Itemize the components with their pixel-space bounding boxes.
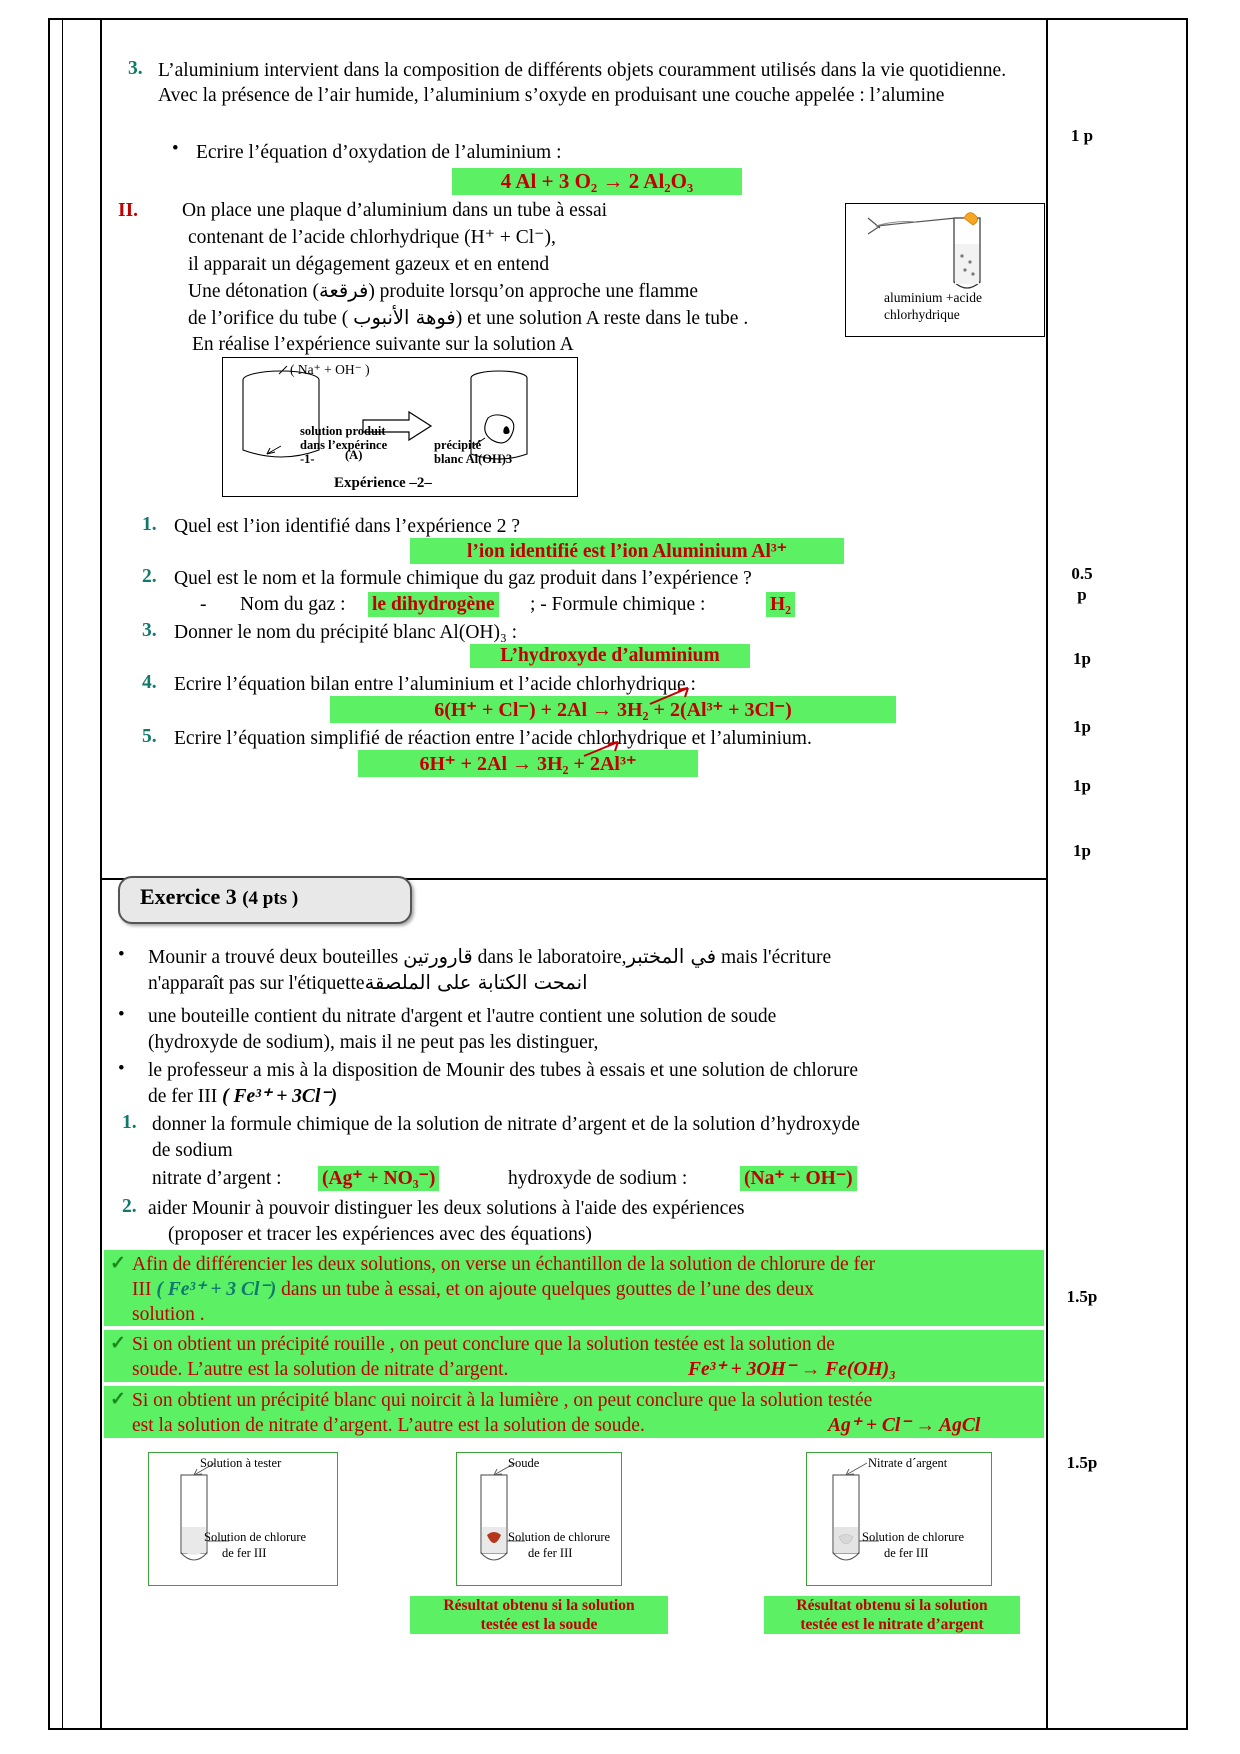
part-2-line-4-a: Une détonation ( xyxy=(188,281,320,302)
figure-label-solution-2: dans l’expérince xyxy=(300,438,388,452)
figure-label-precipite-1: précipité xyxy=(434,438,482,452)
exercise3-bullet-3-line-1: le professeur a mis à la disposition de Mounir des tubes à essais et une solution de chlorure xyxy=(148,1060,858,1081)
question-2-dash: - xyxy=(200,594,207,615)
label-silver-nitrate: nitrate d’argent : xyxy=(152,1168,282,1189)
part-2-line-6: En réalise l’expérience suivante sur la solution A xyxy=(192,334,574,355)
question-2-label-formula: ; - Formule chimique : xyxy=(530,594,706,615)
b1-b: dans le laboratoire, xyxy=(472,947,627,968)
question-2-number: 2. xyxy=(142,566,157,587)
answer-gas-formula: H₂ xyxy=(766,592,795,617)
ex3-question-1-line-2: de sodium xyxy=(152,1140,233,1161)
answer-1-formula: ( Fe³⁺ + 3 Cl⁻) xyxy=(156,1279,277,1300)
answer-equation-simplified: 6H⁺ + 2Al → 3H₂ + 2Al³⁺ xyxy=(358,750,698,777)
ex3-question-2-number: 2. xyxy=(122,1196,137,1217)
answer-ion-identified: l’ion identifié est l’ion Aluminium Al³⁺ xyxy=(410,538,844,564)
arrow-annotation-1 xyxy=(648,686,692,706)
b3-formula-fecl3: ( Fe³⁺ + 3Cl⁻) xyxy=(222,1086,338,1107)
exercise-3-title xyxy=(140,884,298,910)
part-2-line-5-a: de l’orifice du tube ( xyxy=(188,308,354,329)
tube3-label-bottom-2: de fer III xyxy=(884,1546,929,1560)
figure-tube-nitrate xyxy=(806,1452,992,1586)
question-5-text: Ecrire l’équation simplifié de réaction entre l’acide chlorhydrique et l’aluminium. xyxy=(174,728,812,749)
caption-nitrate-result-line-1: Résultat obtenu si la solution xyxy=(764,1596,1020,1615)
points-1: 1 p xyxy=(1070,126,1094,145)
tube3-label-bottom-1: Solution de chlorure xyxy=(862,1530,965,1544)
question-2-label-name: Nom du gaz : xyxy=(240,594,346,615)
answer-2-line-2: soude. L’autre est la solution de nitrate d’argent. xyxy=(132,1359,509,1380)
answer-3-equation: Ag⁺ + Cl⁻ → AgCl xyxy=(828,1415,981,1436)
part-2-line-5-b: ) et une solution A reste dans le tube . xyxy=(455,308,749,329)
question-3-text: L’aluminium intervient dans la composition de différents objets couramment utilisés dans la vie quotidienne. Avec la présence de l’air humide, l’aluminium s’oxyde en produisant une couche appelée : l’alumine xyxy=(158,60,1007,106)
figure-tube-soude xyxy=(456,1452,622,1586)
answer-1-iii: III xyxy=(132,1279,152,1300)
tube2-label-bottom-2: de fer III xyxy=(528,1546,573,1560)
tube1-label-top: Solution à tester xyxy=(200,1456,282,1470)
figure-caption-line-2: chlorhydrique xyxy=(884,307,960,322)
points-4: 1p xyxy=(1073,717,1091,736)
question-3-bullet: Ecrire l’équation d’oxydation de l’aluminium : xyxy=(196,142,562,163)
figure-label-solution-1: solution produit xyxy=(300,424,386,438)
ex3-question-2-line-1: aider Mounir à pouvoir distinguer les deux solutions à l'aide des expériences xyxy=(148,1198,745,1219)
figure-label-precipite-2: blanc Al(OH)3 xyxy=(434,452,513,466)
question-1-number: 1. xyxy=(142,514,157,535)
caption-soude-result-line-1: Résultat obtenu si la solution xyxy=(410,1596,668,1615)
answer-equation-balance: 6(H⁺ + Cl⁻) + 2Al → 3H₂ + 2(Al³⁺ + 3Cl⁻) xyxy=(330,696,896,723)
question-3-number: 3. xyxy=(128,58,143,79)
answer-gas-name: le dihydrogène xyxy=(368,592,499,617)
part-2-line-4 xyxy=(188,278,888,304)
ex3-question-1-line-1: donner la formule chimique de la solution de nitrate d’argent et de la solution d’hydroxyde xyxy=(152,1114,860,1135)
question-4-text: Ecrire l’équation bilan entre l’aluminium et l’acide chlorhydrique : xyxy=(174,674,696,695)
answer-1-line-2 xyxy=(132,1277,1040,1302)
bullet-icon: • xyxy=(118,1004,125,1025)
tube1-label-bottom-1: Solution de chlorure xyxy=(204,1530,307,1544)
answer-1-rest: dans un tube à essai, et on ajoute quelques gouttes de l’une des deux xyxy=(281,1279,814,1300)
tube3-label-top: Nitrate d´argent xyxy=(868,1456,948,1470)
check-icon: ✓ xyxy=(110,1333,126,1354)
page-left-rule xyxy=(62,18,63,1730)
question-4-number: 4. xyxy=(142,672,157,693)
question-2-text: Quel est le nom et la formule chimique du gaz produit dans l’expérience ? xyxy=(174,568,752,589)
part-2-number: II. xyxy=(118,200,139,221)
part-2-line-3: il apparait un dégagement gazeux et en entend xyxy=(188,254,550,275)
answer-2-line-1: Si on obtient un précipité rouille , on peut conclure que la solution testée est la solution de xyxy=(132,1334,835,1355)
answer-2-equation: Fe³⁺ + 3OH⁻ → Fe(OH)₃ xyxy=(688,1359,896,1380)
part-2-line-2: contenant de l’acide chlorhydrique (H⁺ + Cl⁻), xyxy=(188,227,556,248)
points-3: 1p xyxy=(1073,649,1091,668)
answer-precipitate-name: L’hydroxyde d’aluminium xyxy=(470,644,750,668)
figure-label-a: (A) xyxy=(345,448,363,462)
exercise-3-points: (4 pts ) xyxy=(242,888,299,909)
part-2-line-4-b: ) produite lorsqu’on approche une flamme xyxy=(368,281,699,302)
label-sodium-hydroxide: hydroxyde de sodium : xyxy=(508,1168,688,1189)
answer-3-line-1: Si on obtient un précipité blanc qui noircit à la lumière , on peut conclure que la solution testée xyxy=(132,1390,873,1411)
figure-label-solution-3: -1- xyxy=(300,452,315,466)
exercise3-bullet-1-line-1 xyxy=(148,944,1028,970)
b3-line2-a: de fer III xyxy=(148,1086,218,1107)
b1-arabic-1: قارورتين xyxy=(403,945,473,968)
exercise3-bullet-2-line-1: une bouteille contient du nitrate d'argent et l'autre contient une solution de soude xyxy=(148,1006,777,1027)
b1-a: Mounir a trouvé deux bouteilles xyxy=(148,947,404,968)
exercise3-bullet-2-line-2: (hydroxyde de sodium), mais il ne peut pas les distinguer, xyxy=(148,1032,599,1053)
figure-tube-test-solution xyxy=(148,1452,338,1586)
ex3-question-1-number: 1. xyxy=(122,1112,137,1133)
b1-arabic-2: في المختبر xyxy=(626,945,717,968)
exercise3-bullet-1-line-2 xyxy=(148,970,1028,996)
question-1-text: Quel est l’ion identifié dans l’expérience 2 ? xyxy=(174,516,520,537)
answer-1-line-1: Afin de différencier les deux solutions, on verse un échantillon de la solution de chlorure de fer xyxy=(132,1254,876,1275)
b1-line2-a: n'apparaît pas sur l'étiquette xyxy=(148,973,365,994)
exercise3-bullet-3-line-2 xyxy=(148,1084,1038,1109)
check-icon: ✓ xyxy=(110,1389,126,1410)
part-2-line-5-arabic: فوهة الأنبوب xyxy=(353,306,456,329)
ex3-question-2-line-2: (proposer et tracer les expériences avec des équations) xyxy=(168,1224,592,1245)
b1-c: mais l'écriture xyxy=(716,947,832,968)
points-7: 1.5p xyxy=(1066,1287,1098,1306)
tube2-label-bottom-1: Solution de chlorure xyxy=(508,1530,611,1544)
answer-sodium-hydroxide-formula: (Na⁺ + OH⁻) xyxy=(740,1166,857,1191)
bullet-icon: • xyxy=(172,138,179,159)
figure-caption-line-1: aluminium +acide xyxy=(884,290,982,305)
equation-oxidation-aluminium: 4 Al + 3 O₂ → 2 Al₂O₃ xyxy=(452,168,742,195)
bullet-icon: • xyxy=(118,1058,125,1079)
caption-nitrate-result-line-2: testée est le nitrate d’argent xyxy=(764,1615,1020,1634)
answer-silver-nitrate-formula: (Ag⁺ + NO₃⁻) xyxy=(318,1166,439,1191)
tube2-label-top: Soude xyxy=(508,1456,540,1470)
question-3b-number: 3. xyxy=(142,620,157,641)
exercise-3-title-text: Exercice 3 xyxy=(140,884,237,909)
figure-label-naoh: ( Na⁺ + OH⁻ ) xyxy=(290,362,370,377)
part-2-line-1: On place une plaque d’aluminium dans un tube à essai xyxy=(182,200,608,221)
points-2a: 0.5 xyxy=(1071,564,1093,583)
answer-3-line-2: est la solution de nitrate d’argent. L’autre est la solution de soude. xyxy=(132,1415,645,1436)
caption-soude-result-line-2: testée est la soude xyxy=(410,1615,668,1634)
answer-1-line-3: solution . xyxy=(132,1304,205,1325)
points-6: 1p xyxy=(1073,841,1091,860)
check-icon: ✓ xyxy=(110,1253,126,1274)
question-5-number: 5. xyxy=(142,726,157,747)
part-2-line-4-arabic: فرقعة xyxy=(319,279,369,302)
tube-diagram-1-svg xyxy=(149,1453,337,1585)
points-8: 1.5p xyxy=(1066,1453,1098,1472)
bullet-icon: • xyxy=(118,944,125,965)
part-2-line-5 xyxy=(188,305,888,331)
question-3b-text: Donner le nom du précipité blanc Al(OH)₃ : xyxy=(174,622,518,643)
tube-diagram-2-svg xyxy=(457,1453,621,1585)
figure-caption-experience-2: Expérience –2– xyxy=(334,475,432,491)
tube-diagram-3-svg xyxy=(807,1453,991,1585)
points-2b: p xyxy=(1077,585,1087,604)
arrow-annotation-2 xyxy=(582,740,622,758)
b1-line2-arabic: انمحت الكتابة على الملصقة xyxy=(364,971,588,994)
tube1-label-bottom-2: de fer III xyxy=(222,1546,267,1560)
points-5: 1p xyxy=(1073,776,1091,795)
